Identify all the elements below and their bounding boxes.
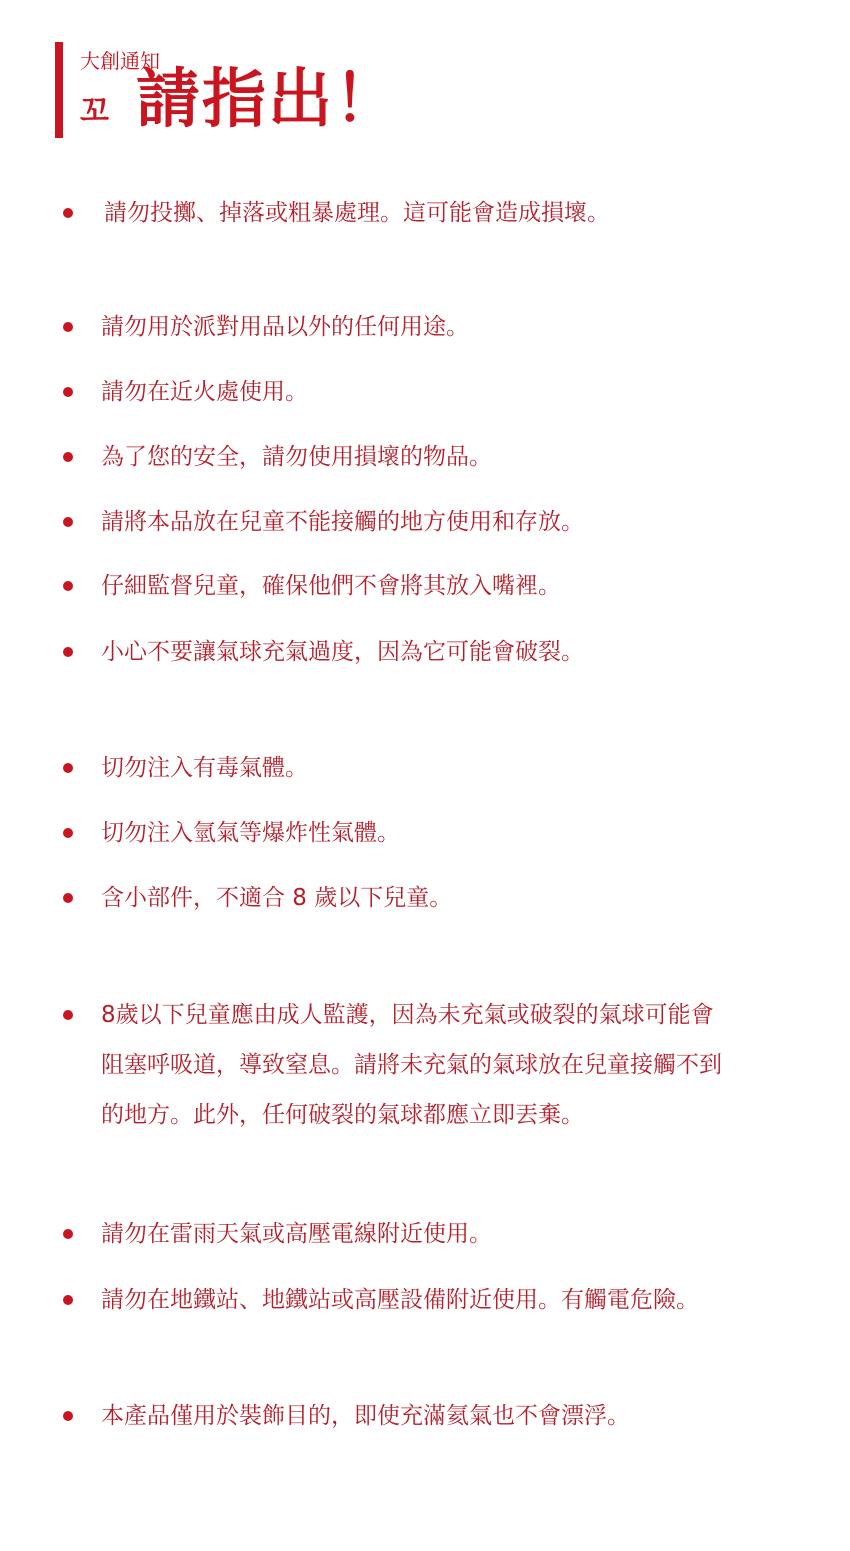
bullet-icon [63, 452, 73, 462]
list-item-text: 為了您的安全，請勿使用損壞的物品。 [101, 444, 492, 470]
bullet-icon [63, 322, 73, 332]
list-item-text: 切勿注入氫氣等爆炸性氣體。 [101, 820, 400, 846]
list-item-text: 8歲以下兒童應由成人監護，因為未充氣或破裂的氣球可能會阻塞呼吸道，導致窒息。請將未充氣的氣球放在兒童接觸不到的地方。此外，任何破裂的氣球都應立即丟棄。 [101, 1002, 722, 1128]
bullet-icon [63, 581, 73, 591]
bullet-icon [63, 893, 73, 903]
bullet-icon [63, 1295, 73, 1305]
header-label: 大創通知 [80, 49, 160, 73]
list-item-text: 切勿注入有毒氣體。 [101, 755, 308, 781]
bullet-icon [63, 1010, 73, 1020]
header-glyph: 꼬 [80, 94, 109, 129]
bullet-icon [63, 1229, 73, 1239]
bullet-icon [63, 763, 73, 773]
bullet-icon [63, 828, 73, 838]
bullet-icon [63, 647, 73, 657]
list-item-text: 本產品僅用於裝飾目的，即使充滿氦氣也不會漂浮。 [101, 1403, 630, 1429]
list-item-text: 請勿在地鐵站、地鐵站或高壓設備附近使用。有觸電危險。 [101, 1287, 699, 1313]
list-item-text: 仔細監督兒童，確保他們不會將其放入嘴裡。 [101, 573, 561, 599]
list-item-text: 請勿用於派對用品以外的任何用途。 [101, 314, 469, 340]
bullet-icon [63, 387, 73, 397]
bullet-icon [63, 1411, 73, 1421]
bullet-icon [63, 208, 73, 218]
list-item-text: 請將本品放在兒童不能接觸的地方使用和存放。 [101, 509, 584, 535]
list-item-text: 含小部件，不適合 8 歲以下兒童。 [101, 885, 453, 911]
page-title: 請指出！ [136, 63, 400, 137]
list-item-text: 請勿在近火處使用。 [101, 379, 308, 405]
list-item-text: 請勿在雷雨天氣或高壓電線附近使用。 [101, 1221, 492, 1247]
bullet-icon [63, 517, 73, 527]
list-item-text: 請勿投擲、掉落或粗暴處理。這可能會造成損壞。 [104, 200, 610, 226]
list-item-text: 小心不要讓氣球充氣過度，因為它可能會破裂。 [101, 639, 584, 665]
